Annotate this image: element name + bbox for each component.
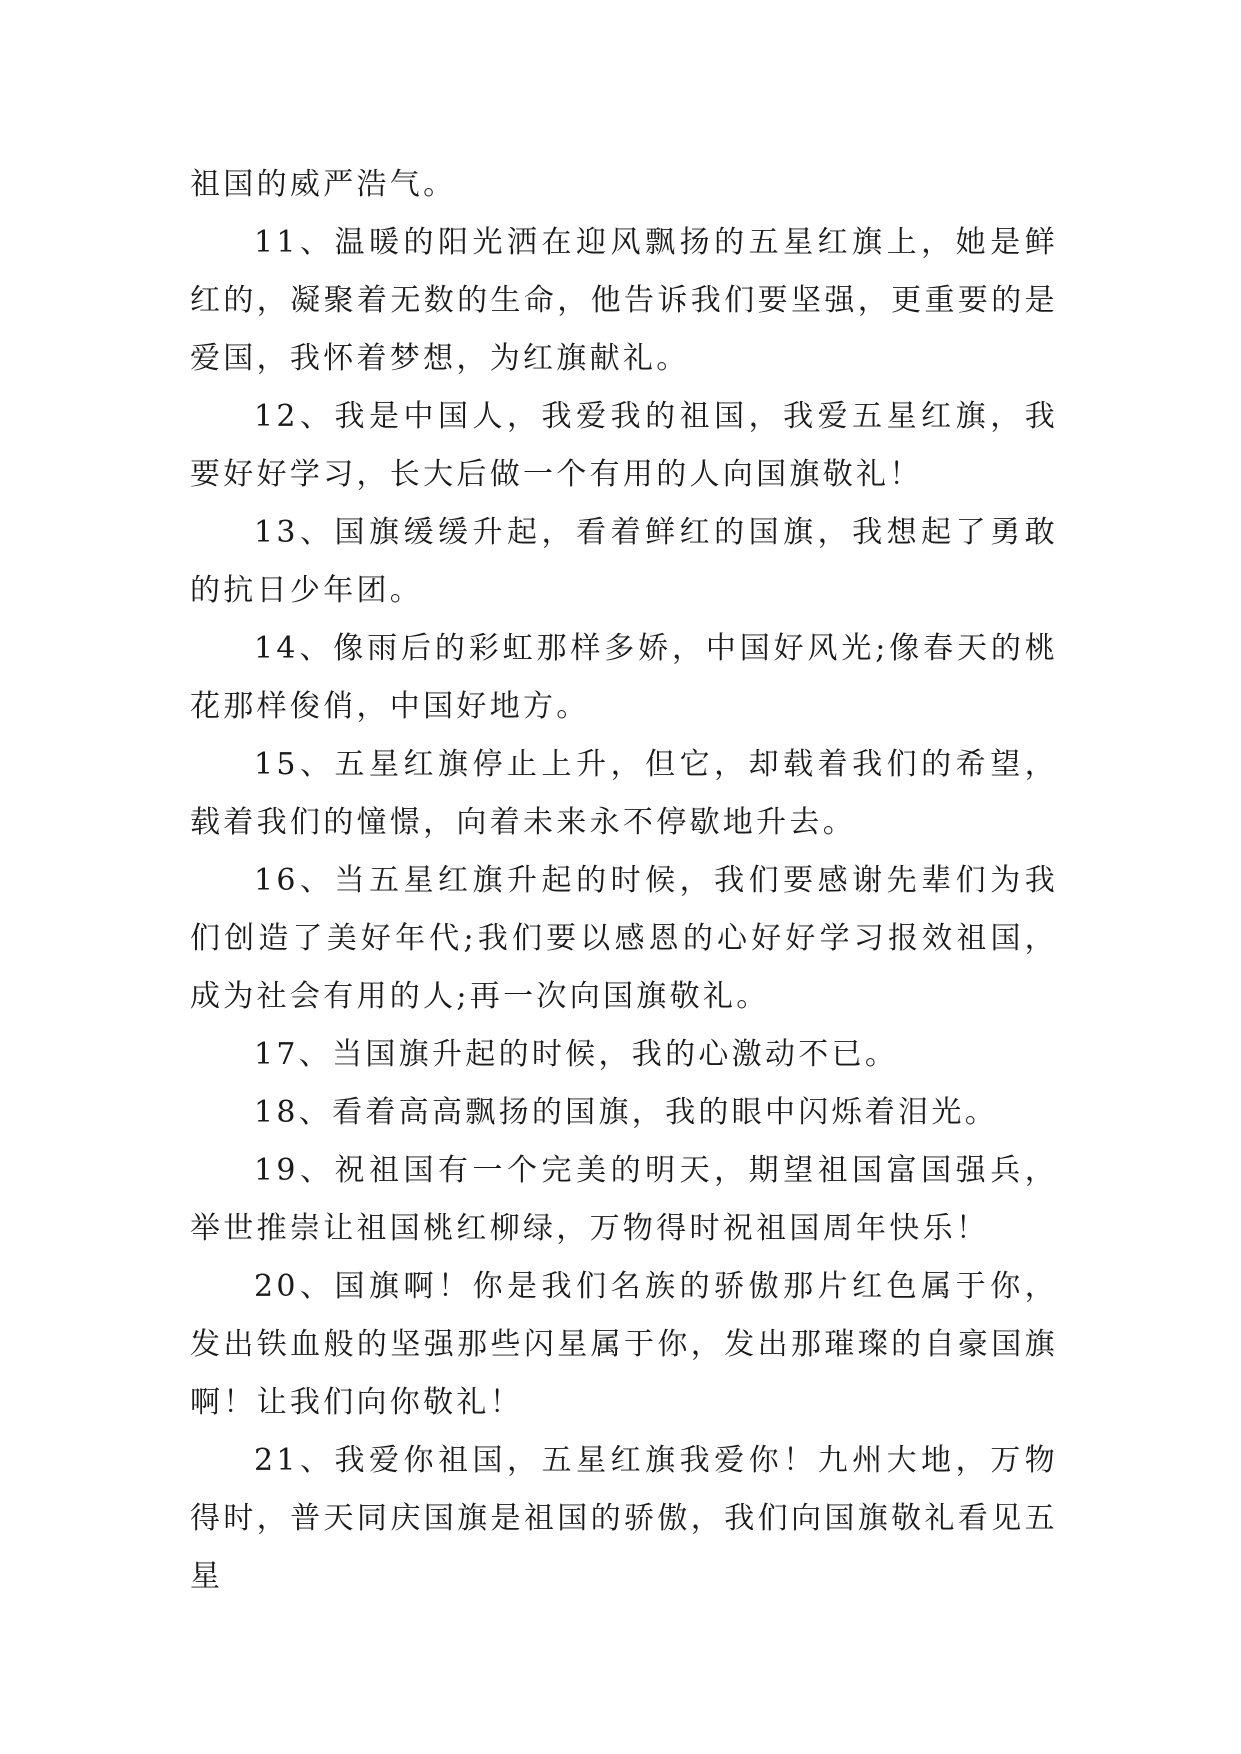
paragraph-item-17: 17、当国旗升起的时候，我的心激动不已。 — [254, 1037, 899, 1072]
paragraph-item-19: 19、祝祖国有一个完美的明天，期望祖国富国强兵，举世推崇让祖国桃红柳绿，万物得时祝祖国周年快乐！ — [190, 1153, 1058, 1246]
paragraph-item-18: 18、看着高高飘扬的国旗，我的眼中闪烁着泪光。 — [254, 1095, 999, 1130]
paragraph-item-13: 13、国旗缓缓升起，看着鲜红的国旗，我想起了勇敢的抗日少年团。 — [190, 515, 1058, 608]
paragraph-item-11: 11、温暖的阳光洒在迎风飘扬的五星红旗上，她是鲜红的，凝聚着无数的生命，他告诉我们要坚强，更重要的是爱国，我怀着梦想，为红旗献礼。 — [190, 225, 1058, 376]
paragraph-item-20: 20、国旗啊！你是我们名族的骄傲那片红色属于你，发出铁血般的坚强那些闪星属于你，发出那璀璨的自豪国旗啊！让我们向你敬礼！ — [190, 1269, 1058, 1420]
paragraph-item-16: 16、当五星红旗升起的时候，我们要感谢先辈们为我们创造了美好年代;我们要以感恩的心好好学习报效祖国，成为社会有用的人;再一次向国旗敬礼。 — [190, 863, 1058, 1014]
paragraph-item-15: 15、五星红旗停止上升，但它，却载着我们的希望，载着我们的憧憬，向着未来永不停歇地升去。 — [190, 747, 1058, 840]
paragraph-item-21: 21、我爱你祖国，五星红旗我爱你！九州大地，万物得时，普天同庆国旗是祖国的骄傲，我们向国旗敬礼看见五星 — [190, 1443, 1058, 1594]
paragraph-item-12: 12、我是中国人，我爱我的祖国，我爱五星红旗，我要好好学习，长大后做一个有用的人向国旗敬礼！ — [190, 399, 1058, 492]
paragraph-continuation: 祖国的威严浩气。 — [190, 167, 457, 202]
paragraph-item-14: 14、像雨后的彩虹那样多娇，中国好风光;像春天的桃花那样俊俏，中国好地方。 — [190, 631, 1058, 724]
document-body — [190, 156, 1058, 1606]
